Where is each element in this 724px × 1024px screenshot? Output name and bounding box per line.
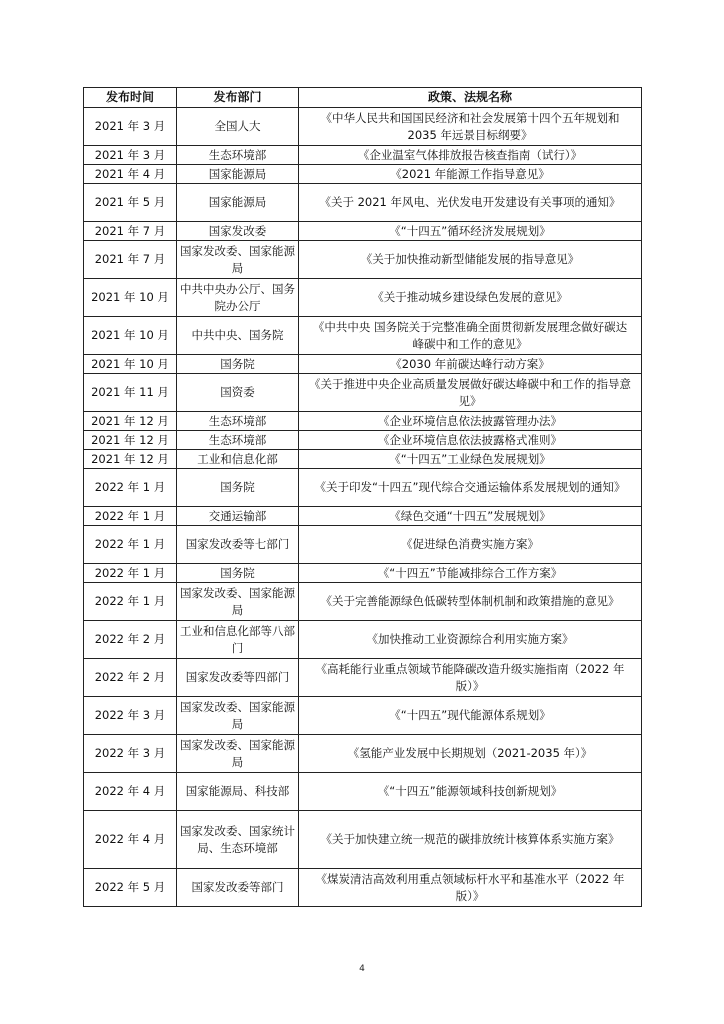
cell-date: 2021 年 3 月	[84, 108, 177, 146]
cell-department: 中共中央办公厅、国务院办公厅	[177, 279, 299, 317]
table-row	[84, 564, 642, 583]
table-header-row	[84, 88, 642, 108]
table-row	[84, 317, 642, 355]
cell-date: 2022 年 4 月	[84, 811, 177, 869]
cell-date: 2021 年 10 月	[84, 355, 177, 374]
table-row	[84, 222, 642, 241]
cell-policy-name: 《氢能产业发展中长期规划（2021-2035 年）》	[299, 735, 642, 773]
table-row	[84, 108, 642, 146]
cell-department: 国家发改委、国家统计局、生态环境部	[177, 811, 299, 869]
cell-policy-name: 《加快推动工业资源综合利用实施方案》	[299, 621, 642, 659]
cell-date: 2022 年 1 月	[84, 583, 177, 621]
cell-department: 国家能源局	[177, 165, 299, 184]
cell-policy-name: 《“十四五”现代能源体系规划》	[299, 697, 642, 735]
cell-department: 全国人大	[177, 108, 299, 146]
cell-department: 国务院	[177, 564, 299, 583]
header-date: 发布时间	[84, 88, 177, 108]
cell-department: 国家发改委、国家能源局	[177, 697, 299, 735]
cell-policy-name: 《关于印发“十四五”现代综合交通运输体系发展规划的通知》	[299, 469, 642, 507]
cell-department: 国家发改委等七部门	[177, 526, 299, 564]
table-row	[84, 355, 642, 374]
cell-policy-name: 《“十四五”工业绿色发展规划》	[299, 450, 642, 469]
cell-date: 2022 年 3 月	[84, 735, 177, 773]
table-row	[84, 583, 642, 621]
cell-policy-name: 《“十四五”节能减排综合工作方案》	[299, 564, 642, 583]
cell-policy-name: 《2021 年能源工作指导意见》	[299, 165, 642, 184]
cell-policy-name: 《关于 2021 年风电、光伏发电开发建设有关事项的通知》	[299, 184, 642, 222]
cell-department: 国家能源局	[177, 184, 299, 222]
table-row	[84, 279, 642, 317]
cell-department: 国家发改委、国家能源局	[177, 735, 299, 773]
table-row	[84, 165, 642, 184]
cell-date: 2021 年 12 月	[84, 412, 177, 431]
cell-department: 生态环境部	[177, 431, 299, 450]
header-policy-name: 政策、法规名称	[299, 88, 642, 108]
table-row	[84, 469, 642, 507]
cell-date: 2021 年 11 月	[84, 374, 177, 412]
cell-date: 2021 年 4 月	[84, 165, 177, 184]
cell-policy-name: 《“十四五”能源领域科技创新规划》	[299, 773, 642, 811]
table-row	[84, 146, 642, 165]
cell-policy-name: 《促进绿色消费实施方案》	[299, 526, 642, 564]
cell-date: 2022 年 1 月	[84, 526, 177, 564]
cell-date: 2022 年 1 月	[84, 564, 177, 583]
table-row	[84, 526, 642, 564]
cell-department: 国家发改委等四部门	[177, 659, 299, 697]
policy-table	[83, 87, 642, 907]
header-department: 发布部门	[177, 88, 299, 108]
table-row	[84, 869, 642, 907]
cell-policy-name: 《企业环境信息依法披露管理办法》	[299, 412, 642, 431]
cell-department: 国资委	[177, 374, 299, 412]
cell-date: 2021 年 7 月	[84, 241, 177, 279]
cell-date: 2022 年 1 月	[84, 469, 177, 507]
page-number: 4	[359, 964, 365, 974]
table-row	[84, 811, 642, 869]
cell-date: 2022 年 2 月	[84, 659, 177, 697]
cell-date: 2021 年 3 月	[84, 146, 177, 165]
table-row	[84, 735, 642, 773]
cell-date: 2021 年 7 月	[84, 222, 177, 241]
cell-department: 国家发改委、国家能源局	[177, 583, 299, 621]
cell-department: 生态环境部	[177, 412, 299, 431]
table-row	[84, 241, 642, 279]
cell-policy-name: 《企业温室气体排放报告核查指南（试行）》	[299, 146, 642, 165]
cell-policy-name: 《高耗能行业重点领域节能降碳改造升级实施指南（2022 年版）》	[299, 659, 642, 697]
cell-department: 国务院	[177, 469, 299, 507]
cell-date: 2022 年 1 月	[84, 507, 177, 526]
cell-department: 中共中央、国务院	[177, 317, 299, 355]
cell-policy-name: 《关于推动城乡建设绿色发展的意见》	[299, 279, 642, 317]
cell-policy-name: 《绿色交通“十四五”发展规划》	[299, 507, 642, 526]
cell-policy-name: 《煤炭清洁高效利用重点领域标杆水平和基准水平（2022 年版）》	[299, 869, 642, 907]
table-row	[84, 374, 642, 412]
cell-policy-name: 《关于加快推动新型储能发展的指导意见》	[299, 241, 642, 279]
cell-department: 工业和信息化部	[177, 450, 299, 469]
cell-department: 国家发改委	[177, 222, 299, 241]
cell-policy-name: 《企业环境信息依法披露格式准则》	[299, 431, 642, 450]
table-row	[84, 697, 642, 735]
cell-policy-name: 《关于完善能源绿色低碳转型体制机制和政策措施的意见》	[299, 583, 642, 621]
table-row	[84, 621, 642, 659]
cell-policy-name: 《2030 年前碳达峰行动方案》	[299, 355, 642, 374]
table-row	[84, 450, 642, 469]
cell-date: 2022 年 3 月	[84, 697, 177, 735]
cell-date: 2022 年 4 月	[84, 773, 177, 811]
cell-date: 2021 年 12 月	[84, 431, 177, 450]
cell-date: 2021 年 5 月	[84, 184, 177, 222]
cell-department: 生态环境部	[177, 146, 299, 165]
table-row	[84, 659, 642, 697]
cell-department: 国家能源局、科技部	[177, 773, 299, 811]
cell-date: 2021 年 12 月	[84, 450, 177, 469]
cell-department: 国家发改委、国家能源局	[177, 241, 299, 279]
cell-policy-name: 《关于加快建立统一规范的碳排放统计核算体系实施方案》	[299, 811, 642, 869]
cell-date: 2022 年 5 月	[84, 869, 177, 907]
cell-policy-name: 《中华人民共和国国民经济和社会发展第十四个五年规划和 2035 年远景目标纲要》	[299, 108, 642, 146]
cell-policy-name: 《中共中央 国务院关于完整准确全面贯彻新发展理念做好碳达峰碳中和工作的意见》	[299, 317, 642, 355]
table-row	[84, 507, 642, 526]
cell-department: 国家发改委等部门	[177, 869, 299, 907]
table-row	[84, 773, 642, 811]
cell-date: 2021 年 10 月	[84, 279, 177, 317]
cell-department: 工业和信息化部等八部门	[177, 621, 299, 659]
table-body	[84, 108, 642, 907]
cell-department: 交通运输部	[177, 507, 299, 526]
table-row	[84, 184, 642, 222]
cell-policy-name: 《“十四五”循环经济发展规划》	[299, 222, 642, 241]
cell-date: 2022 年 2 月	[84, 621, 177, 659]
cell-date: 2021 年 10 月	[84, 317, 177, 355]
table-row	[84, 431, 642, 450]
cell-policy-name: 《关于推进中央企业高质量发展做好碳达峰碳中和工作的指导意见》	[299, 374, 642, 412]
table-row	[84, 412, 642, 431]
cell-department: 国务院	[177, 355, 299, 374]
